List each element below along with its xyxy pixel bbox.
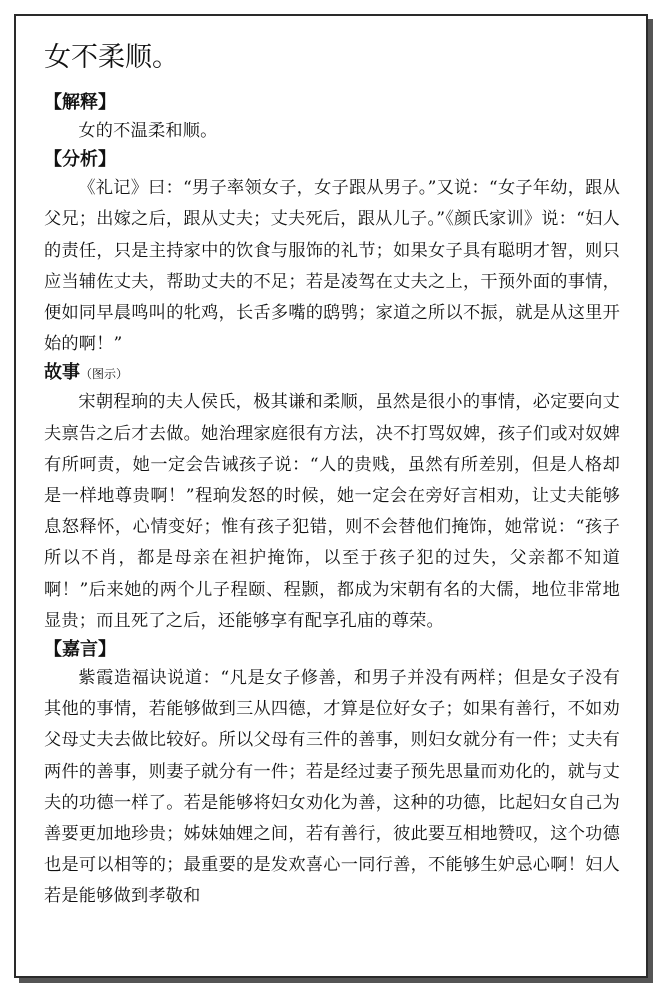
analysis-heading: 【分析】 (44, 149, 116, 171)
book-page (14, 14, 648, 978)
explanation-heading: 【解释】 (44, 92, 116, 113)
story-heading (44, 360, 620, 387)
explanation-paragraph: 女的不温柔和顺。 (78, 121, 218, 141)
story-heading-label: 故事 (44, 362, 80, 384)
story-heading-note: （图示） (80, 367, 129, 382)
page-content (16, 16, 646, 976)
quote-heading: 【嘉言】 (44, 639, 116, 661)
page-title: 女不柔顺。 (44, 42, 179, 73)
quote-paragraph: 紫霞造福诀说道：“凡是女子修善，和男子并没有两样；但是女子没有其他的事情，若能够做到三从四德，才算是位好女子；如果有善行，不如劝父母丈夫去做比较好。所以父母有三件的善事，则妇女就分有一件；丈夫有两件的善事，则妻子就分有一件；若是经过妻子预先思量而劝化的，就与丈夫的功德一样了。若是能够将妇女劝化为善，这种的功德，比起妇女自己为善要更加地珍贵；姊妹妯娌之间，若有善行，彼此要互相地赞叹，这个功德也是可以相等的；最重要的是发欢喜心一同行善，不能够生妒忌心啊！妇人若是能够做到孝敬和 (44, 668, 620, 907)
story-paragraph: 宋朝程珦的夫人侯氏，极其谦和柔顺，虽然是很小的事情，必定要向丈夫禀告之后才去做。她治理家庭很有方法，决不打骂奴婢，孩子们或对奴婢有所呵责，她一定会告诫孩子说：“人的贵贱，虽然有所差别，但是人格却是一样地尊贵啊！”程珦发怒的时候，她一定会在旁好言相劝，让丈夫能够息怒释怀，心情变好；惟有孩子犯错，则不会替他们掩饰，她常说：“孩子所以不肖，都是母亲在袒护掩饰，以至于孩子犯的过失，父亲都不知道啊！”后来她的两个儿子程颐、程颢，都成为宋朝有名的大儒，地位非常地显贵；而且死了之后，还能够享有配享孔庙的尊荣。 (44, 392, 620, 631)
analysis-paragraph: 《礼记》曰：“男子率领女子，女子跟从男子。”又说：“女子年幼，跟从父兄；出嫁之后，跟从丈夫；丈夫死后，跟从儿子。”《颜氏家训》说：“妇人的责任，只是主持家中的饮食与服饰的礼节；如果女子具有聪明才智，则只应当辅佐丈夫，帮助丈夫的不足；若是凌驾在丈夫之上，干预外面的事情，便如同早晨鸣叫的牝鸡，长舌多嘴的鸱鸮；家道之所以不振，就是从这里开始的啊！” (44, 178, 620, 355)
